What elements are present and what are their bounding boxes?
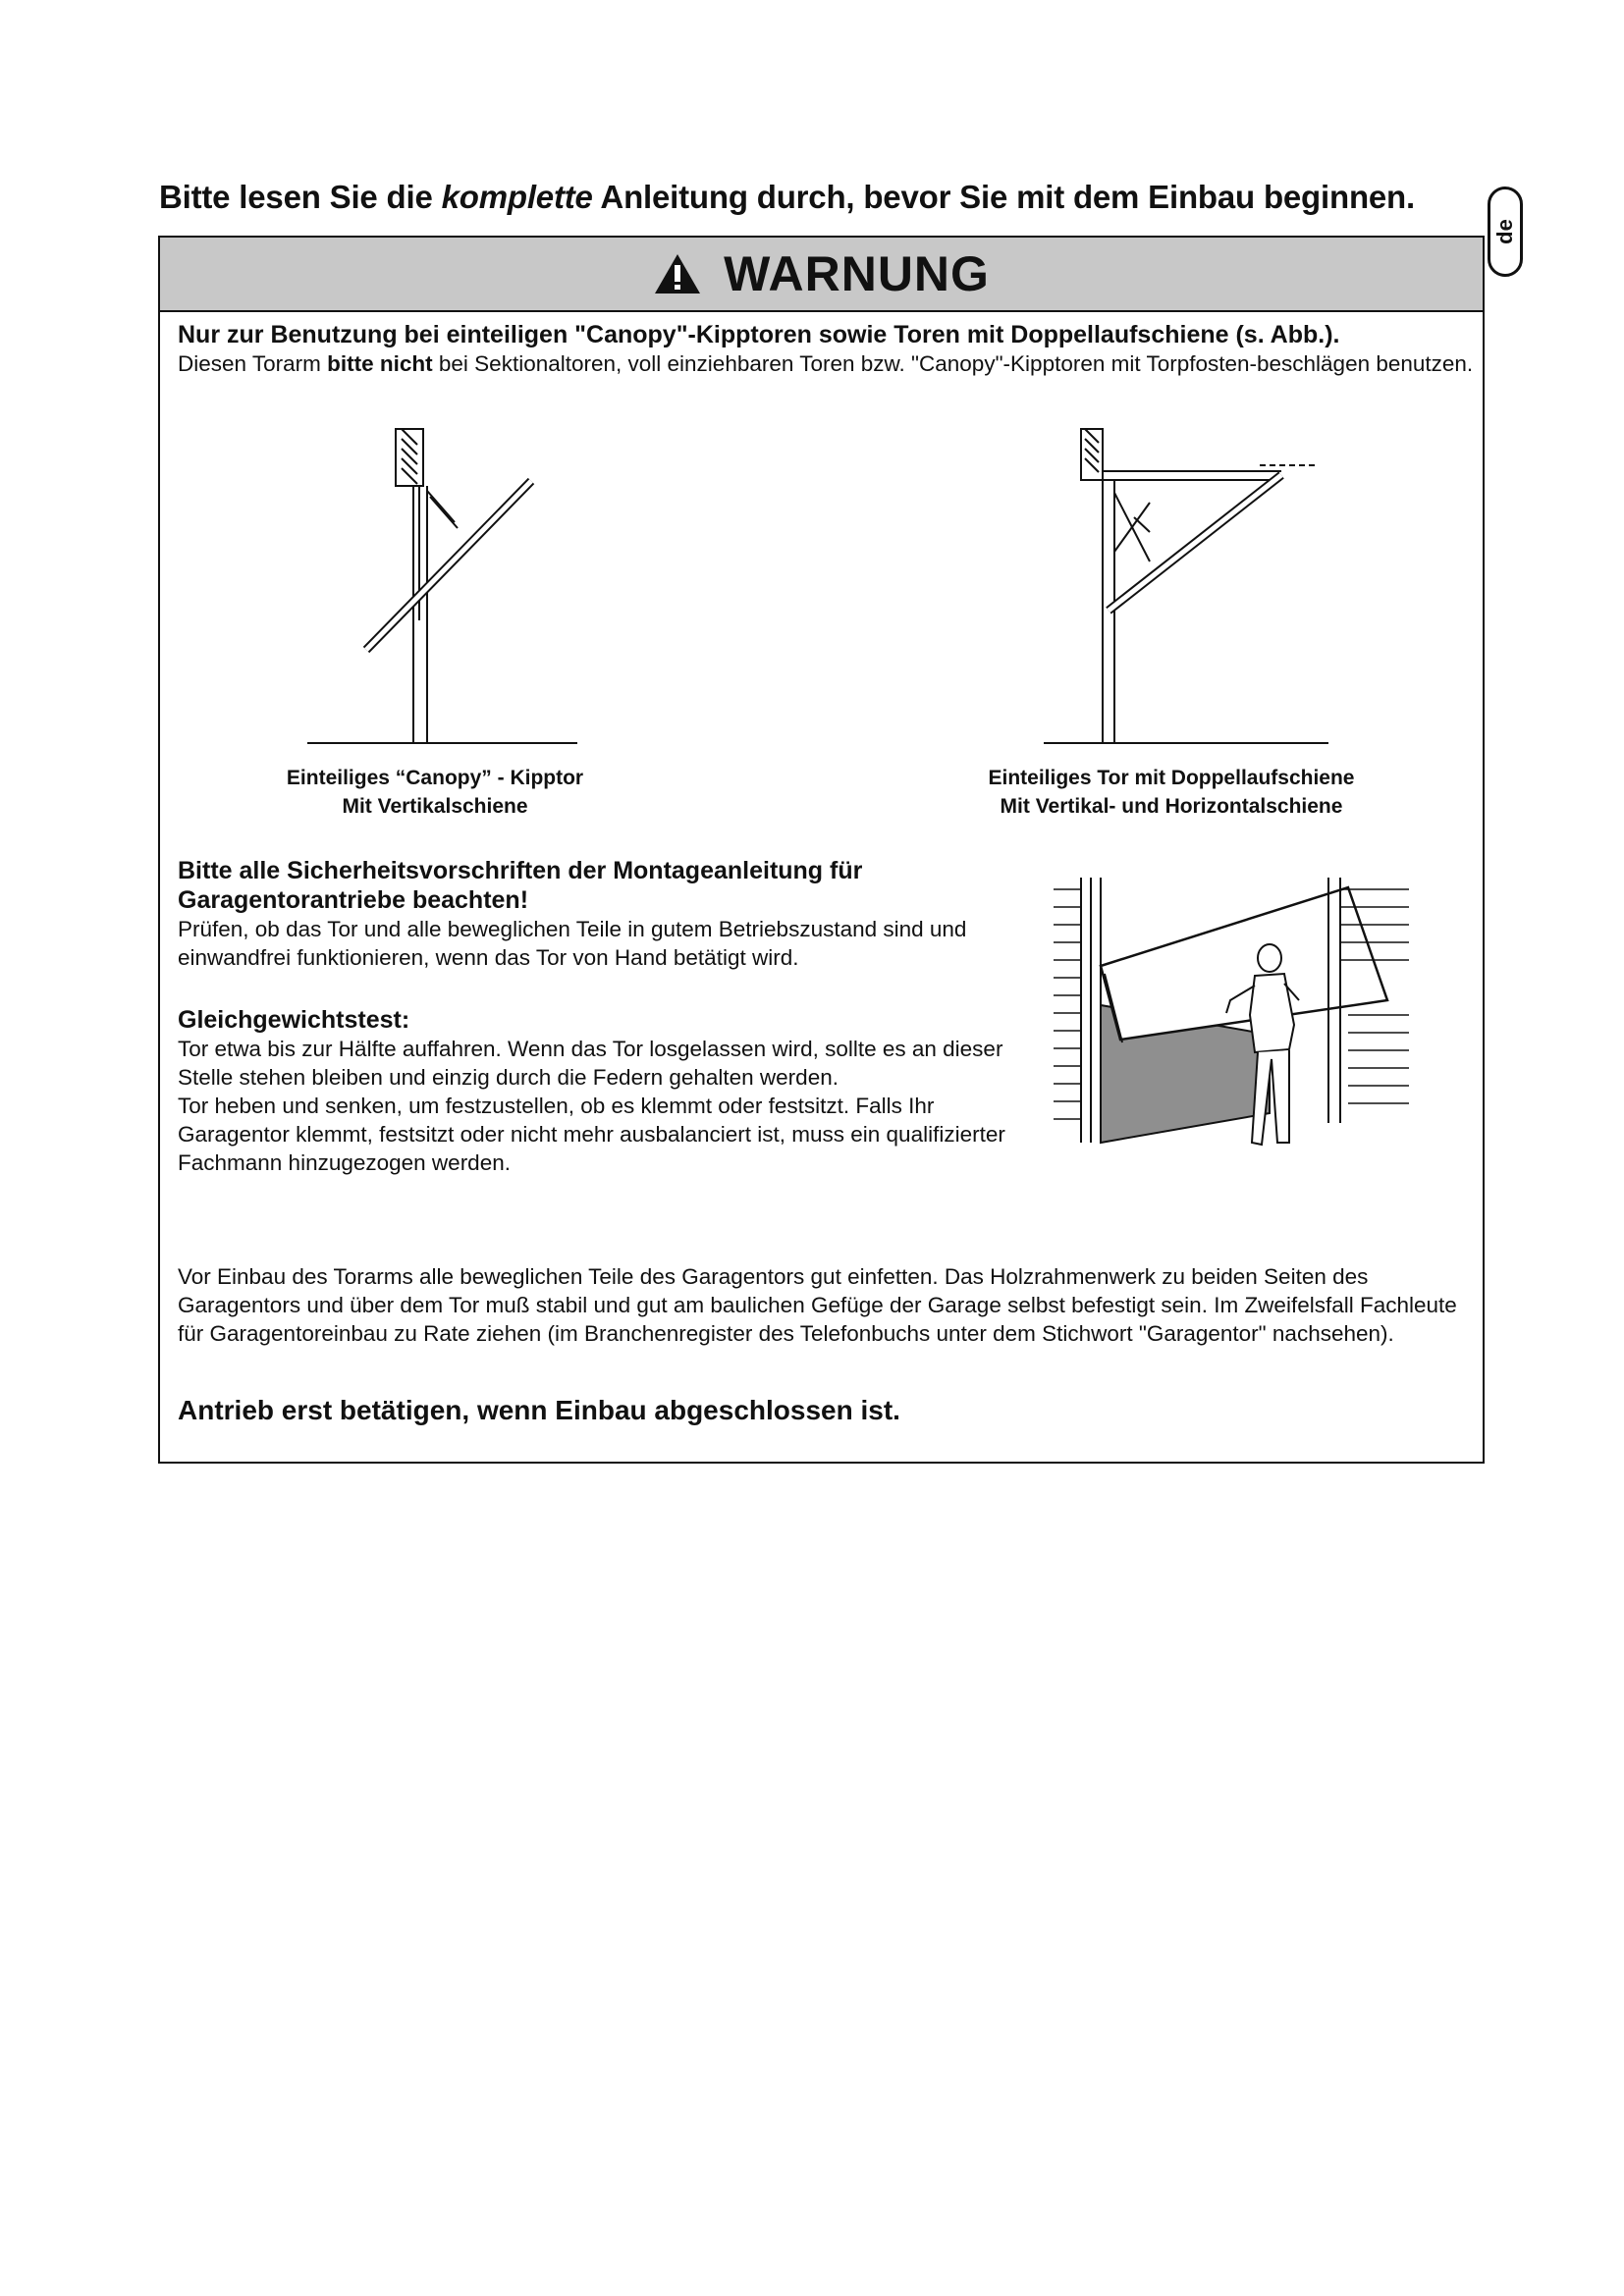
balance-test-section xyxy=(178,1005,1042,1177)
lubrication-text: Vor Einbau des Torarms alle beweglichen Teile des Garagentors gut einfetten. Das Holzrahmenwerk zu beiden Seiten des Garagentors und über dem Tor muß stabil und gut am baulichen Gefüge der Garage selbst befestigt sein. Im Zweifelsfall Fachleute für Garagentoreinbau zu Rate ziehen (im Branchenregister des Telefonbuchs unter dem Stichwort "Garagentor" nachsehen). xyxy=(178,1264,1457,1346)
page-heading xyxy=(159,179,1494,216)
intro-text-1: Diesen Torarm xyxy=(178,351,328,376)
balance-text-1: Tor etwa bis zur Hälfte auffahren. Wenn das Tor losgelassen wird, sollte es an dieser Stelle stehen bleiben und einzig durch die Federn gehalten werden. xyxy=(178,1037,1003,1090)
warning-title: WARNUNG xyxy=(724,246,990,301)
safety-text: Prüfen, ob das Tor und alle beweglichen Teile in gutem Betriebszustand sind und einwandfrei funktionieren, wenn das Tor von Hand betätigt wird. xyxy=(178,917,967,970)
safety-heading: Bitte alle Sicherheitsvorschriften der Montageanleitung für Garagentorantriebe beachten! xyxy=(178,857,863,914)
warning-box xyxy=(158,236,1485,1464)
balance-heading: Gleichgewichtstest: xyxy=(178,1006,410,1034)
figure-double-track-door xyxy=(1024,424,1338,758)
heading-part-1: Bitte lesen Sie die xyxy=(159,179,442,215)
balance-text-2: Tor heben und senken, um festzustellen, ob es klemmt oder festsitzt. Falls Ihr Garagentor klemmt, festsitzt oder nicht mehr ausbalanciert ist, muss ein qualifizierter Fachmann hinzugezogen werden. xyxy=(178,1094,1005,1175)
warning-header xyxy=(160,238,1483,312)
safety-section xyxy=(178,856,1061,972)
intro-text xyxy=(178,349,1474,378)
figure-canopy-door xyxy=(298,424,592,758)
intro-text-2: bei Sektionaltoren, voll einziehbaren Toren bzw. "Canopy"-Kipptoren mit Torpfosten-beschlägen benutzen. xyxy=(432,351,1474,376)
intro-section xyxy=(178,320,1474,378)
figure-right-line2: Mit Vertikal- und Horizontalschiene xyxy=(1000,795,1343,818)
figure-left-line2: Mit Vertikalschiene xyxy=(342,795,528,818)
garage-illustration xyxy=(1054,878,1417,1162)
language-code: de xyxy=(1492,219,1517,244)
figure-right-line1: Einteiliges Tor mit Doppellaufschiene xyxy=(988,767,1355,789)
lubrication-section xyxy=(178,1262,1474,1348)
intro-lead: Nur zur Benutzung bei einteiligen "Canopy"-Kipptoren sowie Toren mit Doppellaufschiene (s. Abb.). xyxy=(178,321,1340,348)
left-siding xyxy=(1054,889,1081,1119)
intro-bold: bitte nicht xyxy=(327,351,433,376)
heading-part-2: Anleitung durch, bevor Sie mit dem Einbau beginnen. xyxy=(592,179,1415,215)
language-badge xyxy=(1488,187,1523,277)
figure-right-caption xyxy=(955,764,1387,821)
warning-triangle-icon xyxy=(653,252,702,295)
figure-left-caption xyxy=(239,764,631,821)
final-notice: Antrieb erst betätigen, wenn Einbau abgeschlossen ist. xyxy=(178,1395,900,1425)
figure-left-line1: Einteiliges “Canopy” - Kipptor xyxy=(286,767,584,789)
heading-emphasis: komplette xyxy=(441,179,593,215)
